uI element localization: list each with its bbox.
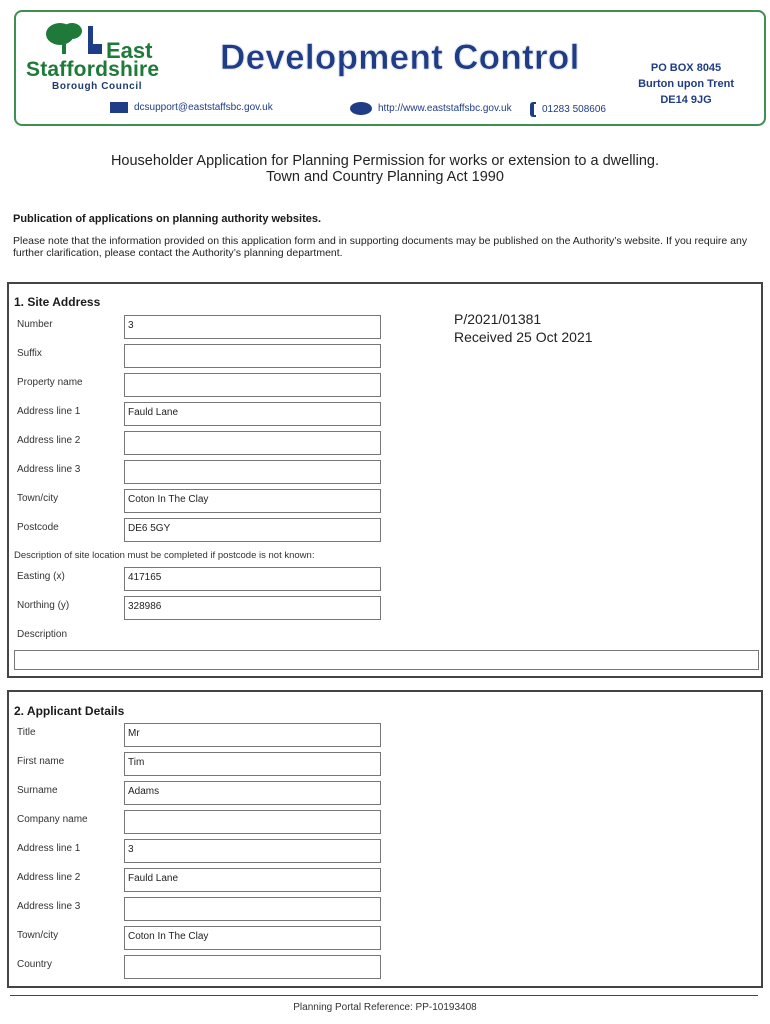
field-label: Address line 2 xyxy=(17,872,81,883)
logo-borough-text: Borough Council xyxy=(52,81,143,92)
email-contact[interactable] xyxy=(110,102,273,113)
phone-contact xyxy=(530,102,606,117)
logo-staffordshire-text: Staffordshire xyxy=(26,58,160,81)
surname-input[interactable]: Adams xyxy=(124,781,381,805)
form-title xyxy=(0,153,770,185)
applicant-address-line3-input[interactable] xyxy=(124,897,381,921)
field-label: Address line 2 xyxy=(17,435,81,446)
applicant-details-section xyxy=(7,690,763,988)
field-label: Easting (x) xyxy=(17,571,65,582)
postcode-input[interactable]: DE6 5GY xyxy=(124,518,381,542)
section-title: 1. Site Address xyxy=(14,295,101,309)
field-label: Number xyxy=(17,319,53,330)
suffix-input[interactable] xyxy=(124,344,381,368)
logo-east-text: East xyxy=(106,38,153,63)
header-panel xyxy=(14,10,766,126)
field-label: Postcode xyxy=(17,522,59,533)
footer-reference: Planning Portal Reference: PP-10193408 xyxy=(293,1002,477,1013)
footer-divider xyxy=(10,995,758,996)
easting-input[interactable]: 417165 xyxy=(124,567,381,591)
reference-number: P/2021/01381 xyxy=(454,311,542,327)
northing-input[interactable]: 328986 xyxy=(124,596,381,620)
mouse-icon xyxy=(350,102,372,115)
field-label: Title xyxy=(17,727,36,738)
field-label: Town/city xyxy=(17,930,59,941)
form-title-line1: Householder Application for Planning Permission for works or extension to a dwelling. xyxy=(110,153,660,169)
first-name-input[interactable]: Tim xyxy=(124,752,381,776)
town-city-input[interactable]: Coton In The Clay xyxy=(124,489,381,513)
field-label: Northing (y) xyxy=(17,600,70,611)
field-label: Address line 1 xyxy=(17,843,81,854)
description-input[interactable] xyxy=(14,650,759,670)
reference-stamp xyxy=(454,310,593,346)
publication-text: Please note that the information provided on this application form and in supporting documents may be published on the Authority’s website. If you require any further clarification, please contact the Authority’s planning department. xyxy=(13,235,748,259)
received-date: Received 25 Oct 2021 xyxy=(454,329,593,345)
country-input[interactable] xyxy=(124,955,381,979)
council-logo xyxy=(26,22,176,92)
publication-heading: Publication of applications on planning authority websites. xyxy=(13,213,322,225)
field-label: Company name xyxy=(17,814,88,825)
applicant-town-city-input[interactable]: Coton In The Clay xyxy=(124,926,381,950)
website-contact[interactable] xyxy=(350,102,512,115)
field-label: Property name xyxy=(17,377,83,388)
phone-icon xyxy=(530,102,536,117)
field-label: Address line 1 xyxy=(17,406,81,417)
address-line: PO BOX 8045 xyxy=(650,62,722,74)
applicant-address-line1-input[interactable]: 3 xyxy=(124,839,381,863)
address-line: DE14 9JG xyxy=(660,94,712,106)
address-line: Burton upon Trent xyxy=(638,78,734,90)
title-input[interactable]: Mr xyxy=(124,723,381,747)
field-label: Description xyxy=(17,629,68,640)
address-line2-input[interactable] xyxy=(124,431,381,455)
address-line3-input[interactable] xyxy=(124,460,381,484)
site-address-section xyxy=(7,282,763,678)
field-label: Country xyxy=(17,959,53,970)
field-label: Address line 3 xyxy=(17,901,81,912)
form-title-line2: Town and Country Planning Act 1990 xyxy=(266,169,504,185)
field-label: Suffix xyxy=(17,348,42,359)
website-link[interactable]: http://www.eaststaffsbc.gov.uk xyxy=(378,103,512,114)
field-label: Town/city xyxy=(17,493,59,504)
envelope-icon xyxy=(110,102,128,113)
email-link[interactable]: dcsupport@eaststaffsbc.gov.uk xyxy=(134,102,273,113)
page-title: Development Control xyxy=(220,38,580,77)
tree-icon xyxy=(40,22,104,58)
section-title: 2. Applicant Details xyxy=(14,704,125,718)
number-input[interactable]: 3 xyxy=(124,315,381,339)
field-label: Surname xyxy=(17,785,58,796)
field-label: Address line 3 xyxy=(17,464,81,475)
field-label: First name xyxy=(17,756,65,767)
company-name-input[interactable] xyxy=(124,810,381,834)
applicant-address-line2-input[interactable]: Fauld Lane xyxy=(124,868,381,892)
location-note: Description of site location must be completed if postcode is not known: xyxy=(14,550,315,561)
address-line1-input[interactable]: Fauld Lane xyxy=(124,402,381,426)
property-name-input[interactable] xyxy=(124,373,381,397)
council-address xyxy=(638,60,734,108)
phone-number: 01283 508606 xyxy=(542,104,606,115)
